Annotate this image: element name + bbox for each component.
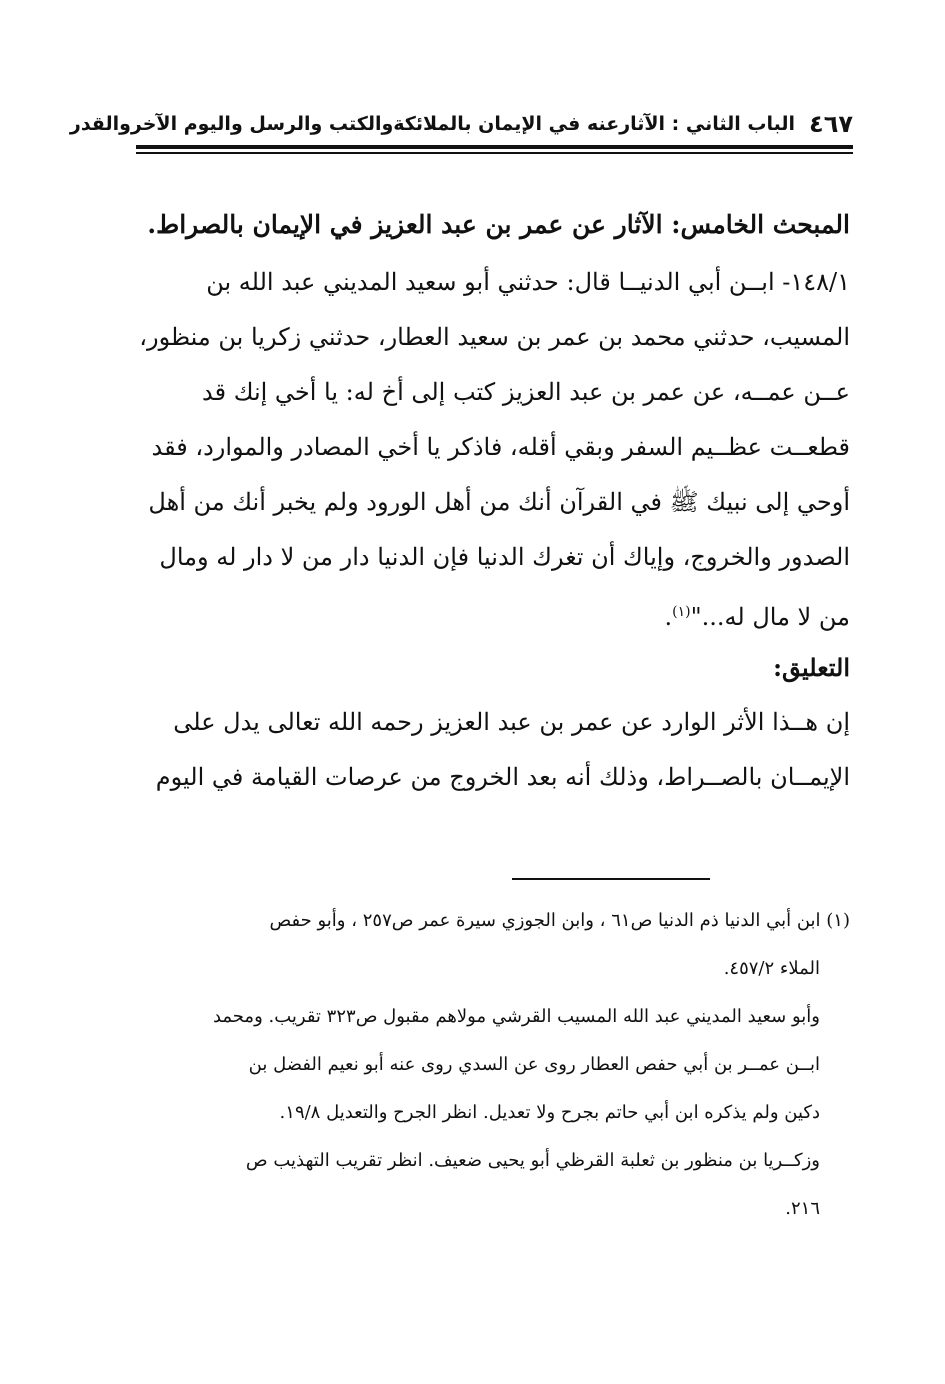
footnote-line: الملاء ٤٥٧/٢. — [723, 958, 820, 979]
footnote-ref[interactable]: (١) — [672, 604, 691, 620]
footnote-line: ابــن عمــر بن أبي حفص العطار روى عن السدي روى عنه أبو نعيم الفضل بن — [248, 1054, 820, 1075]
main-text — [136, 195, 850, 805]
footnote-line: ٢١٦. — [785, 1198, 820, 1219]
footnote-separator — [512, 878, 710, 880]
commentary-label: التعليق: — [773, 653, 850, 682]
footnote-line: وزكــريا بن منظور بن ثعلبة القرظي أبو يحيى ضعيف. انظر تقريب التهذيب ص — [245, 1150, 820, 1171]
text-line: قطعــت عظــيم السفر وبقي أقله، فاذكر يا أخي المصادر والموارد، فقد — [151, 433, 850, 461]
text-line: أوحي إلى نبيك ﷺ في القرآن أنك من أهل الورود ولم يخبر أنك من أهل — [148, 488, 850, 516]
footnote-line: وأبو سعيد المديني عبد الله المسيب القرشي مولاهم مقبول ص٣٢٣ تقريب. ومحمد — [212, 1006, 820, 1027]
header-rule-thick — [136, 145, 853, 149]
footnote-line: (١) ابن أبي الدنيا ذم الدنيا ص٦١ ، وابن الجوزي سيرة عمر ص٢٥٧ ، وأبو حفص — [269, 910, 850, 931]
text-line: عــن عمــه، عن عمر بن عبد العزيز كتب إلى أخ له: يا أخي إنك قد — [202, 378, 850, 406]
text-line-last — [136, 585, 850, 640]
footnotes — [136, 897, 850, 1233]
last-line-text: من لا مال له..." — [690, 603, 850, 631]
text-line: الصدور والخروج، وإياك أن تغرك الدنيا فإن الدنيا دار من لا دار له ومال — [159, 543, 850, 571]
running-header — [69, 104, 853, 144]
running-title: الباب الثاني : الآثارعنه في الإيمان بالملائكةوالكتب والرسل واليوم الآخروالقدر — [69, 113, 796, 135]
text-line: إن هــذا الأثر الوارد عن عمر بن عبد العزيز رحمه الله تعالى يدل على — [173, 708, 850, 736]
header-rule-thin — [136, 152, 853, 154]
text-line: المسيب، حدثني محمد بن عمر بن سعيد العطار، حدثني زكريا بن منظور، — [139, 323, 850, 351]
text-line: الإيمــان بالصــراط، وذلك أنه بعد الخروج من عرصات القيامة في اليوم — [155, 763, 850, 791]
page-number: ٤٦٧ — [809, 110, 853, 138]
section-heading: المبحث الخامس: الآثار عن عمر بن عبد العزيز في الإيمان بالصراط. — [147, 210, 850, 239]
narration-paragraph — [136, 255, 850, 640]
text-line: ١٤٨/١- ابــن أبي الدنيــا قال: حدثني أبو سعيد المديني عبد الله بن — [206, 268, 850, 296]
commentary-paragraph — [136, 695, 850, 805]
last-line-end: . — [664, 603, 673, 631]
footnote-line: دكين ولم يذكره ابن أبي حاتم بجرح ولا تعديل. انظر الجرح والتعديل ١٩/٨. — [279, 1102, 820, 1123]
